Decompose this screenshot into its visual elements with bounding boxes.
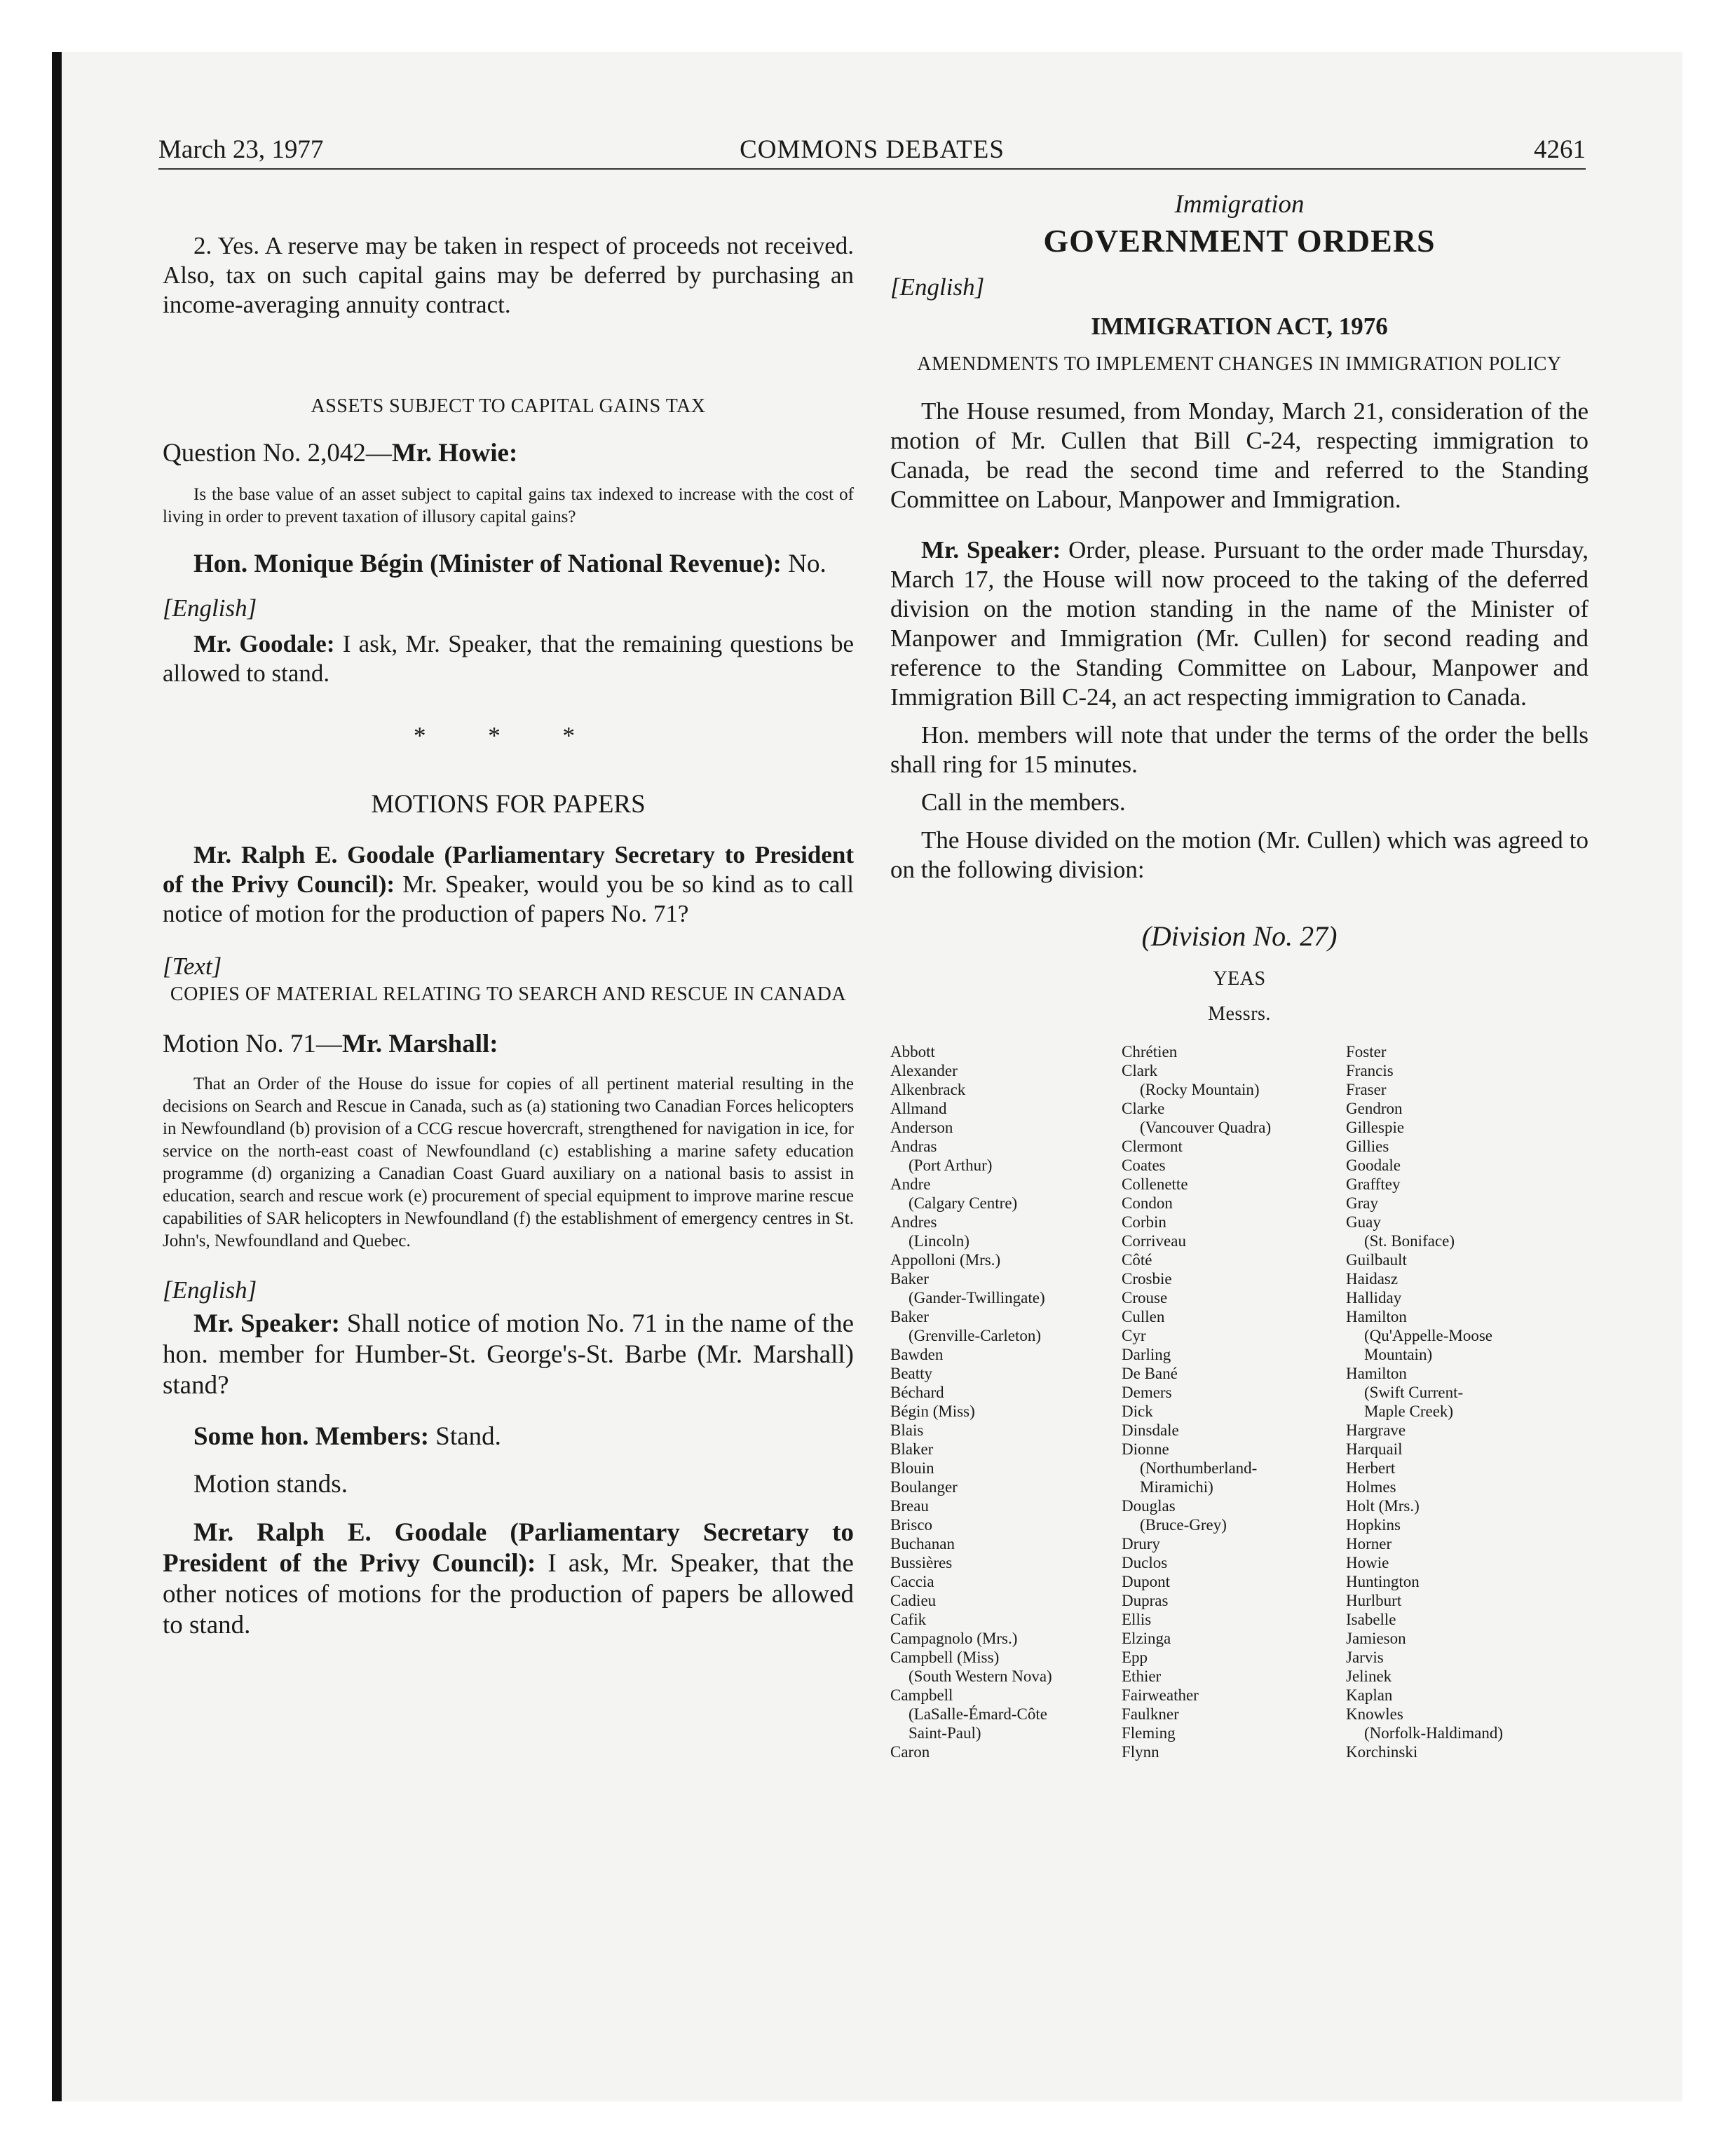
question-heading (163, 439, 854, 468)
member-name: Collenette (1122, 1175, 1188, 1193)
member-name: Baker (890, 1270, 929, 1288)
division-paragraph: The House divided on the motion (Mr. Cullen) which was agreed to on the following division: (890, 826, 1588, 883)
members-speaker: Some hon. Members: (193, 1422, 430, 1451)
motion-member: Mr. Marshall: (341, 1030, 498, 1058)
members-text: Stand. (429, 1422, 501, 1451)
member-name: Dupont (1122, 1573, 1170, 1590)
ralph-goodale-paragraph (163, 840, 854, 929)
member-name: Gillies (1346, 1138, 1389, 1155)
member-name: Hamilton (1346, 1308, 1407, 1325)
member-name: Alkenbrack (890, 1081, 966, 1098)
member-name: Fairweather (1122, 1686, 1199, 1704)
member-name: Francis (1346, 1062, 1394, 1079)
member-name: Bawden (890, 1346, 944, 1363)
subject-heading: Immigration (1174, 190, 1305, 219)
left-column (163, 184, 854, 1641)
member-name: (South Western Nova) (909, 1667, 1052, 1685)
member-name: Hamilton (1346, 1365, 1407, 1382)
division-name-list (890, 1042, 1588, 1761)
member-name: Blaker (890, 1440, 934, 1458)
member-name: Mountain) (1364, 1346, 1433, 1363)
member-name: Caccia (890, 1573, 934, 1590)
ralph-goodale-text: Mr. Speaker, would you be so kind as to call notice of motion for the production of papers No. 71? (163, 871, 855, 927)
member-name: Korchinski (1346, 1743, 1418, 1761)
member-name: Knowles (1346, 1705, 1403, 1723)
question-text: Is the base value of an asset subject to capital gains tax indexed to increase with the cost of living in order to prevent taxation of illusory capital gains? (163, 485, 854, 526)
member-name: Holt (Mrs.) (1346, 1497, 1420, 1515)
member-name: Foster (1346, 1043, 1387, 1060)
messrs-heading: Messrs. (1208, 1003, 1271, 1025)
member-name: Gillespie (1346, 1119, 1405, 1136)
member-name: (Vancouver Quadra) (1140, 1119, 1272, 1136)
member-name: Grafftey (1346, 1175, 1401, 1193)
member-name: Guilbault (1346, 1251, 1407, 1269)
member-name: Douglas (1122, 1497, 1176, 1515)
member-name: (Rocky Mountain) (1140, 1081, 1260, 1098)
goodale-paragraph (163, 629, 854, 688)
speaker-paragraph (890, 535, 1588, 712)
goodale-text: I ask, Mr. Speaker, that the remaining questions be allowed to stand. (163, 630, 854, 687)
names-column-1 (890, 1042, 1122, 1761)
member-name: (Port Arthur) (909, 1157, 993, 1174)
division-number: (Division No. 27) (1141, 920, 1338, 952)
motion-label: Motion No. 71— (163, 1030, 342, 1058)
question-label: Question No. 2,042— (163, 439, 392, 468)
members-reply (163, 1422, 854, 1452)
member-name: Caron (890, 1743, 930, 1761)
motion-heading (163, 1030, 854, 1059)
speaker-text: Order, please. Pursuant to the order made Thursday, March 17, the House will now proceed to the taking of the deferred division on the motion standing in the name of the Minister of Manpower and Immigration (Mr. Cullen) for second reading and reference to the Standing Committee on Labour, Manpower and Immigration Bill C-24, an act respecting immigration to Canada. (890, 536, 1589, 711)
question-member: Mr. Howie: (391, 439, 518, 468)
member-name: Goodale (1346, 1157, 1401, 1174)
member-name: Horner (1346, 1535, 1392, 1553)
member-name: Abbott (890, 1043, 935, 1060)
ralph-goodale-speaker: Mr. Ralph E. Goodale (Parliamentary Secretary to President of the Privy Council): (163, 841, 854, 898)
member-name: Howie (1346, 1554, 1389, 1571)
member-name: Campbell (890, 1686, 953, 1704)
ralph-goodale-speaker-2: Mr. Ralph E. Goodale (Parliamentary Secretary to President of the Privy Council): (163, 1518, 854, 1578)
answer-text: No. (782, 550, 826, 578)
member-name: Bégin (Miss) (890, 1403, 975, 1420)
member-name: Condon (1122, 1194, 1173, 1212)
member-name: (Northumberland- (1140, 1459, 1258, 1477)
member-name: Kaplan (1346, 1686, 1393, 1704)
member-name: Fleming (1122, 1724, 1176, 1742)
member-name: (Gander-Twillingate) (909, 1289, 1045, 1306)
header-title: COMMONS DEBATES (740, 135, 1005, 164)
header-date: March 23, 1977 (158, 135, 324, 164)
names-column-2 (1122, 1042, 1346, 1761)
member-name: Dinsdale (1122, 1421, 1179, 1439)
member-name: Appolloni (Mrs.) (890, 1251, 1001, 1269)
member-name: Blouin (890, 1459, 934, 1477)
bells-paragraph: Hon. members will note that under the terms of the order the bells shall ring for 15 minutes. (890, 721, 1588, 778)
member-name: Miramichi) (1140, 1478, 1213, 1496)
member-name: Allmand (890, 1100, 947, 1117)
member-name: Isabelle (1346, 1611, 1396, 1628)
member-name: Andre (890, 1175, 931, 1193)
member-name: Guay (1346, 1213, 1381, 1231)
member-name: Campagnolo (Mrs.) (890, 1630, 1018, 1647)
yeas-heading: YEAS (1213, 968, 1266, 990)
section-separator: * * * (414, 722, 603, 749)
scan-edge (52, 52, 62, 2101)
member-name: Jamieson (1346, 1630, 1406, 1647)
member-name: Baker (890, 1308, 929, 1325)
member-name: De Bané (1122, 1365, 1178, 1382)
answer-speaker: Hon. Monique Bégin (Minister of National Revenue): (193, 550, 782, 578)
resumed-paragraph: The House resumed, from Monday, March 21, consideration of the motion of Mr. Cullen that Bill C-24, respecting immigration to Canada, be read the second time and referred to the Standing Committee on Labour, Manpower and Immigration. (890, 397, 1588, 513)
member-name: (Bruce-Grey) (1140, 1516, 1227, 1534)
member-name: (St. Boniface) (1364, 1232, 1455, 1250)
names-column-3 (1346, 1042, 1584, 1761)
member-name: Cafik (890, 1611, 927, 1628)
member-name: Bussières (890, 1554, 953, 1571)
member-name: (LaSalle-Émard-Côte (909, 1705, 1047, 1723)
member-name: (Calgary Centre) (909, 1194, 1018, 1212)
member-name: Harquail (1346, 1440, 1403, 1458)
member-name: Béchard (890, 1384, 944, 1401)
tag-english: [English] (163, 594, 257, 622)
member-name: Alexander (890, 1062, 958, 1079)
member-name: Jelinek (1346, 1667, 1392, 1685)
member-name: Breau (890, 1497, 929, 1515)
answer-paragraph: 2. Yes. A reserve may be taken in respect of proceeds not received. Also, tax on such capital gains may be deferred by purchasing an income-averaging annuity contract. (163, 232, 854, 318)
member-name: Elzinga (1122, 1630, 1171, 1647)
member-name: Duclos (1122, 1554, 1168, 1571)
member-name: Brisco (890, 1516, 933, 1534)
member-name: Haidasz (1346, 1270, 1399, 1288)
tag-english: [English] (163, 1276, 257, 1304)
member-name: Hargrave (1346, 1421, 1406, 1439)
member-name: Jarvis (1346, 1649, 1384, 1666)
bill-heading: IMMIGRATION ACT, 1976 (1091, 313, 1388, 340)
member-name: Flynn (1122, 1743, 1159, 1761)
member-name: Clark (1122, 1062, 1158, 1079)
bill-subheading: AMENDMENTS TO IMPLEMENT CHANGES IN IMMIGRATION POLICY (917, 353, 1562, 375)
member-name: Crosbie (1122, 1270, 1172, 1288)
member-name: Cyr (1122, 1327, 1146, 1344)
member-name: Fraser (1346, 1081, 1387, 1098)
member-name: Anderson (890, 1119, 953, 1136)
member-name: Epp (1122, 1649, 1148, 1666)
member-name: Corbin (1122, 1213, 1166, 1231)
member-name: Clermont (1122, 1138, 1183, 1155)
member-name: (Grenville-Carleton) (909, 1327, 1042, 1344)
ralph-goodale-text-2: I ask, Mr. Speaker, that the other notices of motions for the production of papers be allowed to stand. (163, 1549, 854, 1639)
member-name: Demers (1122, 1384, 1172, 1401)
member-name: Boulanger (890, 1478, 958, 1496)
member-name: Faulkner (1122, 1705, 1179, 1723)
member-name: Cullen (1122, 1308, 1165, 1325)
member-name: Halliday (1346, 1289, 1402, 1306)
member-name: Drury (1122, 1535, 1160, 1553)
tag-text: [Text] (163, 953, 222, 980)
member-name: Corriveau (1122, 1232, 1186, 1250)
member-name: Cadieu (890, 1592, 937, 1609)
goodale-speaker: Mr. Goodale: (193, 630, 335, 657)
member-name: Hopkins (1346, 1516, 1401, 1534)
section-heading-copies: COPIES OF MATERIAL RELATING TO SEARCH AND RESCUE IN CANADA (170, 983, 847, 1005)
member-name: Dupras (1122, 1592, 1169, 1609)
member-name: (Lincoln) (909, 1232, 969, 1250)
right-column (890, 184, 1588, 1761)
member-name: Crouse (1122, 1289, 1168, 1306)
member-name: Clarke (1122, 1100, 1165, 1117)
member-name: Maple Creek) (1364, 1403, 1454, 1420)
member-name: Herbert (1346, 1459, 1396, 1477)
member-name: Ellis (1122, 1611, 1152, 1628)
member-name: Campbell (Miss) (890, 1649, 1000, 1666)
member-name: Buchanan (890, 1535, 955, 1553)
member-name: Darling (1122, 1346, 1171, 1363)
section-heading-motions: MOTIONS FOR PAPERS (371, 790, 646, 819)
page-header (158, 135, 1586, 170)
member-name: Andres (890, 1213, 937, 1231)
call-members: Call in the members. (921, 789, 1126, 816)
member-name: Dionne (1122, 1440, 1169, 1458)
member-name: (Qu'Appelle-Moose (1364, 1327, 1492, 1344)
member-name: Huntington (1346, 1573, 1420, 1590)
member-name: Beatty (890, 1365, 933, 1382)
member-name: (Norfolk-Haldimand) (1364, 1724, 1503, 1742)
member-name: Saint-Paul) (909, 1724, 981, 1742)
tag-english: [English] (890, 273, 985, 301)
answer-line (163, 550, 854, 579)
member-name: Blais (890, 1421, 924, 1439)
member-name: Andras (890, 1138, 937, 1155)
speaker-paragraph (163, 1309, 854, 1401)
member-name: Gendron (1346, 1100, 1403, 1117)
speaker-text: Shall notice of motion No. 71 in the name of the hon. member for Humber-St. George's-St. Barbe (Mr. Marshall) stand? (163, 1309, 854, 1400)
member-name: (Swift Current- (1364, 1384, 1464, 1401)
member-name: Hurlburt (1346, 1592, 1402, 1609)
member-name: Ethier (1122, 1667, 1162, 1685)
header-page-number: 4261 (1534, 135, 1586, 164)
member-name: Chrétien (1122, 1043, 1178, 1060)
section-heading-assets: ASSETS SUBJECT TO CAPITAL GAINS TAX (311, 395, 706, 417)
member-name: Coates (1122, 1157, 1166, 1174)
member-name: Côté (1122, 1251, 1152, 1269)
motion-stands: Motion stands. (193, 1470, 348, 1499)
section-heading-government-orders: GOVERNMENT ORDERS (1043, 223, 1436, 259)
motion-text: That an Order of the House do issue for copies of all pertinent material resulting in the decisions on Search and Rescue in Canada, such as (a) stationing two Canadian Forces helicopters in Newfoundland (b) provision of a CCG rescue hovercraft, strengthened for navigation in ice, for service on the north-east coast of Newfoundland (c) establishing a marine safety education programme (d) organizing a Canadian Coast Guard auxiliary on a national basis to assist in education, search and rescue work (e) procurement of special equipment to improve marine rescue capabilities of SAR helicopters in Newfoundland (f) the establishment of emergency centres in St. John's, Newfoundland and Quebec. (163, 1074, 854, 1250)
member-name: Dick (1122, 1403, 1153, 1420)
speaker-name: Mr. Speaker: (921, 536, 1061, 564)
speaker-name: Mr. Speaker: (193, 1309, 340, 1338)
ralph-goodale-paragraph-2 (163, 1517, 854, 1641)
member-name: Holmes (1346, 1478, 1396, 1496)
member-name: Gray (1346, 1194, 1378, 1212)
